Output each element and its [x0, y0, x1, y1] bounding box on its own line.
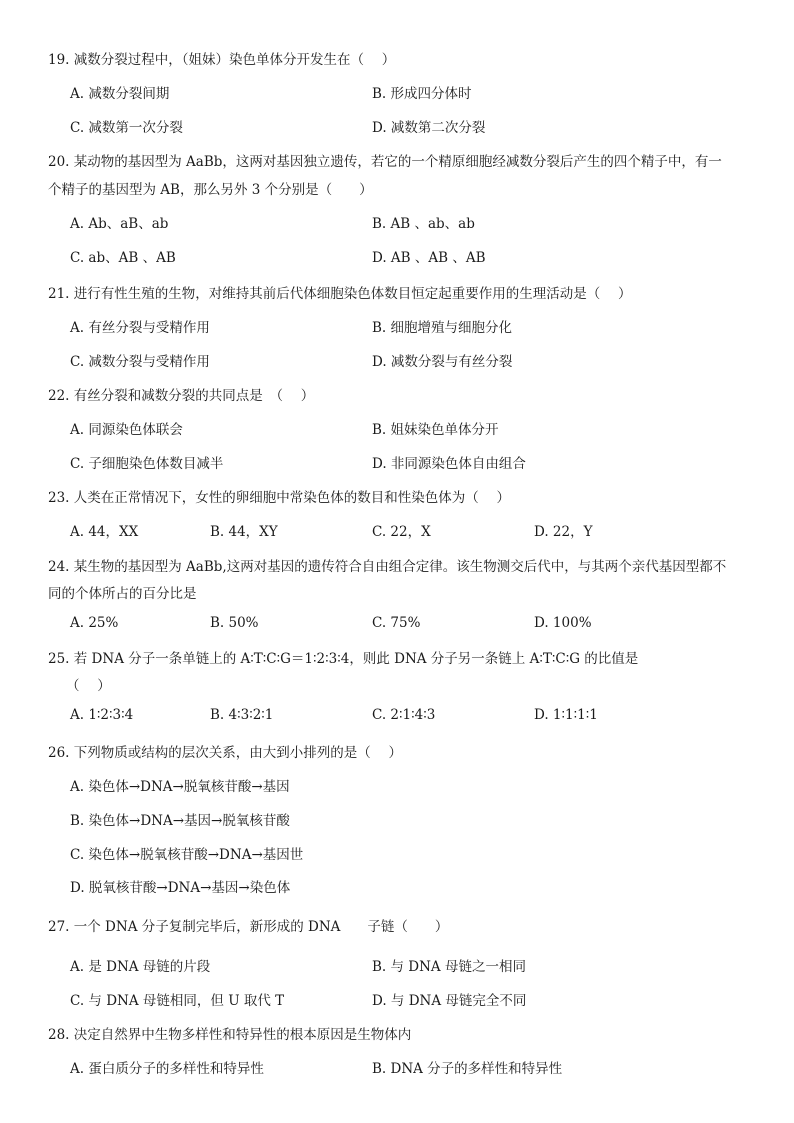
question-22-option-b: B. 姐妹染色单体分开 — [372, 422, 499, 438]
question-24-option-a: A. 25% — [70, 615, 119, 631]
question-23-option-b: B. 44，XY — [210, 524, 278, 540]
question-27-option-c: C. 与 DNA 母链相同，但 U 取代 T — [70, 993, 285, 1009]
question-25-stem-line-2: （ ） — [66, 678, 111, 694]
question-20-option-b: B. AB 、ab、ab — [372, 216, 475, 232]
question-26-option-b: B. 染色体→DNA→基因→脱氧核苷酸 — [70, 813, 290, 829]
question-22-option-d: D. 非同源染色体自由组合 — [372, 456, 526, 472]
question-27-stem: 27. 一个 DNA 分子复制完毕后，新形成的 DNA 子链（ ） — [48, 919, 449, 935]
question-20-stem-line-2: 个精子的基因型为 AB，那么另外 3 个分别是（ ） — [48, 182, 373, 198]
question-19-option-c: C. 减数第一次分裂 — [70, 120, 183, 136]
question-23-option-d: D. 22，Y — [534, 524, 593, 540]
question-19-stem: 19. 减数分裂过程中，（姐妹）染色单体分开发生在（ ） — [48, 52, 396, 68]
question-24-option-b: B. 50% — [210, 615, 259, 631]
question-25-option-c: C. 2∶1∶4∶3 — [372, 707, 436, 723]
question-27-option-d: D. 与 DNA 母链完全不同 — [372, 993, 527, 1009]
question-27-option-b: B. 与 DNA 母链之一相同 — [372, 959, 526, 975]
question-19-option-b: B. 形成四分体时 — [372, 86, 472, 102]
question-21-option-d: D. 减数分裂与有丝分裂 — [372, 354, 513, 370]
question-19-option-d: D. 减数第二次分裂 — [372, 120, 486, 136]
question-20-stem-line-1: 20. 某动物的基因型为 AaBb，这两对基因独立遗传，若它的一个精原细胞经减数分裂后产生的四个精子中，有一 — [48, 154, 722, 170]
question-21-stem: 21. 进行有性生殖的生物，对维持其前后代体细胞染色体数目恒定起重要作用的生理活动是（ ） — [48, 286, 632, 302]
question-26-option-c: C. 染色体→脱氧核苷酸→DNA→基因世 — [70, 847, 304, 863]
question-21-option-b: B. 细胞增殖与细胞分化 — [372, 320, 513, 336]
question-28-option-b: B. DNA 分子的多样性和特异性 — [372, 1061, 563, 1077]
question-22-option-c: C. 子细胞染色体数目减半 — [70, 456, 224, 472]
question-22-option-a: A. 同源染色体联会 — [70, 422, 183, 438]
question-24-stem-line-2: 同的个体所占的百分比是 — [48, 586, 197, 602]
question-28-option-a: A. 蛋白质分子的多样性和特异性 — [70, 1061, 264, 1077]
question-27-option-a: A. 是 DNA 母链的片段 — [70, 959, 211, 975]
question-25-option-a: A. 1∶2∶3∶4 — [70, 707, 134, 723]
question-23-option-c: C. 22，X — [372, 524, 431, 540]
question-24-option-d: D. 100% — [534, 615, 592, 631]
question-25-option-b: B. 4∶3∶2∶1 — [210, 707, 274, 723]
question-25-stem-line-1: 25. 若 DNA 分子一条单链上的 A∶T∶C∶G＝1∶2∶3∶4，则此 DNA 分子另一条链上 A∶T∶C∶G 的比值是 — [48, 651, 639, 667]
question-19-option-a: A. 减数分裂间期 — [70, 86, 170, 102]
question-26-stem: 26. 下列物质或结构的层次关系，由大到小排列的是（ ） — [48, 745, 403, 761]
question-23-stem: 23. 人类在正常情况下，女性的卵细胞中常染色体的数目和性染色体为（ ） — [48, 490, 511, 506]
question-28-stem: 28. 决定自然界中生物多样性和特异性的根本原因是生物体内 — [48, 1027, 412, 1043]
question-22-stem: 22. 有丝分裂和减数分裂的共同点是 （ ） — [48, 388, 315, 404]
question-20-option-c: C. ab、AB 、AB — [70, 250, 176, 266]
question-24-stem-line-1: 24. 某生物的基因型为 AaBb,这两对基因的遗传符合自由组合定律。该生物测交后代中，与其两个亲代基因型都不 — [48, 559, 727, 575]
question-20-option-a: A. Ab、aB、ab — [70, 216, 169, 232]
question-26-option-d: D. 脱氧核苷酸→DNA→基因→染色体 — [70, 880, 291, 896]
question-25-option-d: D. 1∶1∶1∶1 — [534, 707, 598, 723]
question-20-option-d: D. AB 、AB 、AB — [372, 250, 486, 266]
question-23-option-a: A. 44，XX — [70, 524, 139, 540]
question-26-option-a: A. 染色体→DNA→脱氧核苷酸→基因 — [70, 779, 290, 795]
question-21-option-a: A. 有丝分裂与受精作用 — [70, 320, 210, 336]
question-24-option-c: C. 75% — [372, 615, 421, 631]
question-21-option-c: C. 减数分裂与受精作用 — [70, 354, 210, 370]
